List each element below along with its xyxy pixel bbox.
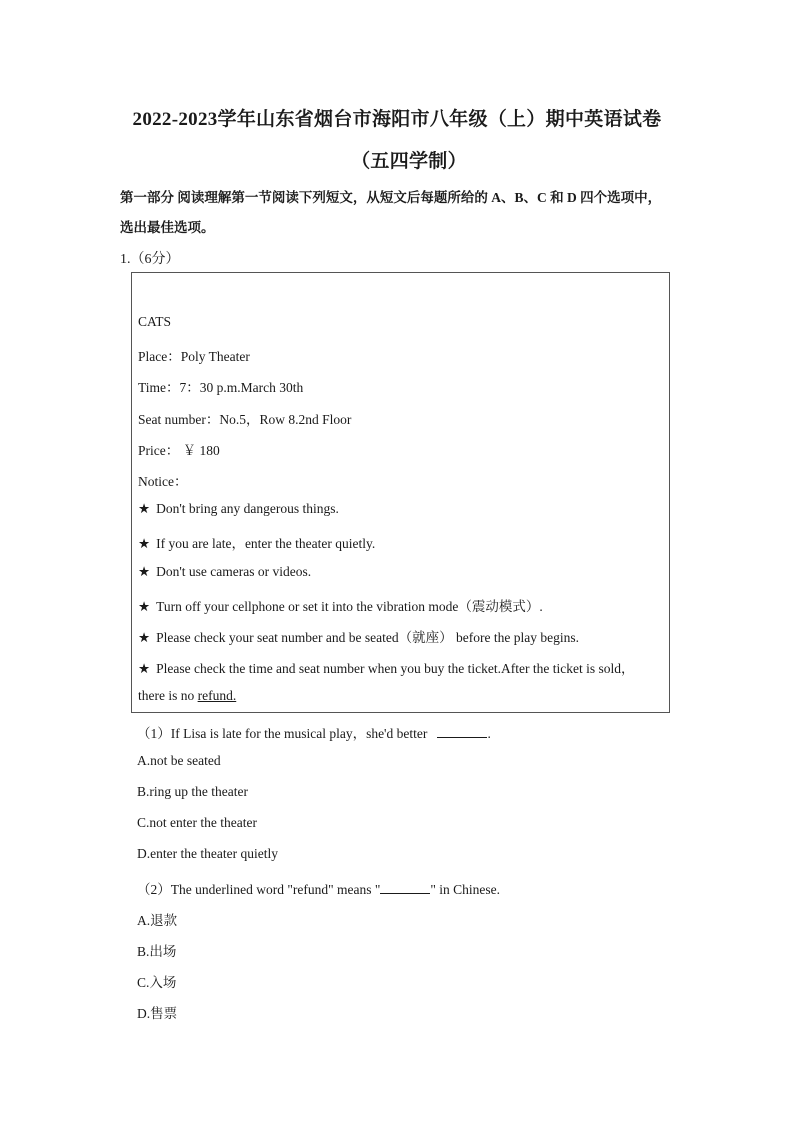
star-icon: ★: [138, 661, 151, 676]
ticket-show-name: CATS: [138, 314, 172, 329]
option-b: B.ring up the theater: [137, 784, 248, 799]
stem-text-end: " in Chinese.: [430, 882, 500, 897]
notice-text: Don't bring any dangerous things.: [156, 501, 339, 516]
question-number: 1.（6分）: [120, 252, 180, 267]
notice-item: [138, 595, 543, 615]
ticket-time: Time：7：30 p.m.March 30th: [138, 380, 304, 395]
star-icon: ★: [138, 536, 151, 551]
underlined-word-refund: refund.: [197, 688, 237, 703]
notice-text: Turn off your cellphone or set it into the vibration mode（震动模式）.: [156, 599, 543, 614]
ticket-seat: Seat number：No.5，Row 8.2nd Floor: [138, 412, 352, 427]
star-icon: ★: [138, 599, 151, 614]
exam-subtitle: （五四学制）: [351, 151, 467, 172]
notice-text: Please check your seat number and be seated（就座） before the play begins.: [156, 630, 579, 645]
notice-item: [138, 564, 311, 580]
answer-blank: [380, 881, 430, 894]
option-a: A.退款: [137, 913, 178, 928]
option-d: D.enter the theater quietly: [137, 846, 278, 861]
section-instructions-cont: 选出最佳选项。: [120, 220, 215, 235]
option-d: D.售票: [137, 1006, 178, 1021]
ticket-notice-label: Notice：: [138, 474, 188, 489]
stem-text: （1）If Lisa is late for the musical play，she'd better: [137, 726, 431, 741]
section-instructions: 第一部分 阅读理解第一节阅读下列短文，从短文后每题所给的 A、B、C 和 D 四个选项中，: [120, 190, 662, 205]
notice-item: [138, 657, 634, 677]
notice-text: there is no: [138, 688, 198, 703]
option-b: B.出场: [137, 944, 177, 959]
star-icon: ★: [138, 630, 151, 645]
option-c: C.入场: [137, 975, 177, 990]
answer-blank: [437, 725, 487, 738]
notice-item: [138, 532, 375, 552]
ticket-passage-box: [131, 272, 670, 713]
notice-text: If you are late，enter the theater quietly.: [156, 536, 376, 551]
ticket-price: Price： ￥ 180: [138, 443, 220, 458]
option-c: C.not enter the theater: [137, 815, 257, 830]
notice-text: Don't use cameras or videos.: [156, 564, 312, 579]
notice-item: [138, 626, 579, 646]
sub-question-stem: [137, 722, 491, 742]
exam-title: 2022-2023学年山东省烟台市海阳市八年级（上）期中英语试卷: [132, 109, 662, 130]
option-a: A.not be seated: [137, 753, 221, 768]
stem-text-end: .: [487, 726, 491, 741]
notice-continuation: [138, 688, 236, 704]
notice-text: Please check the time and seat number when you buy the ticket.After the ticket is sold，: [156, 661, 635, 676]
notice-item: [138, 501, 339, 517]
stem-text: （2）The underlined word "refund" means ": [137, 882, 381, 897]
sub-question-stem: [137, 878, 500, 898]
star-icon: ★: [138, 501, 151, 516]
star-icon: ★: [138, 564, 151, 579]
ticket-place: Place：Poly Theater: [138, 349, 250, 364]
